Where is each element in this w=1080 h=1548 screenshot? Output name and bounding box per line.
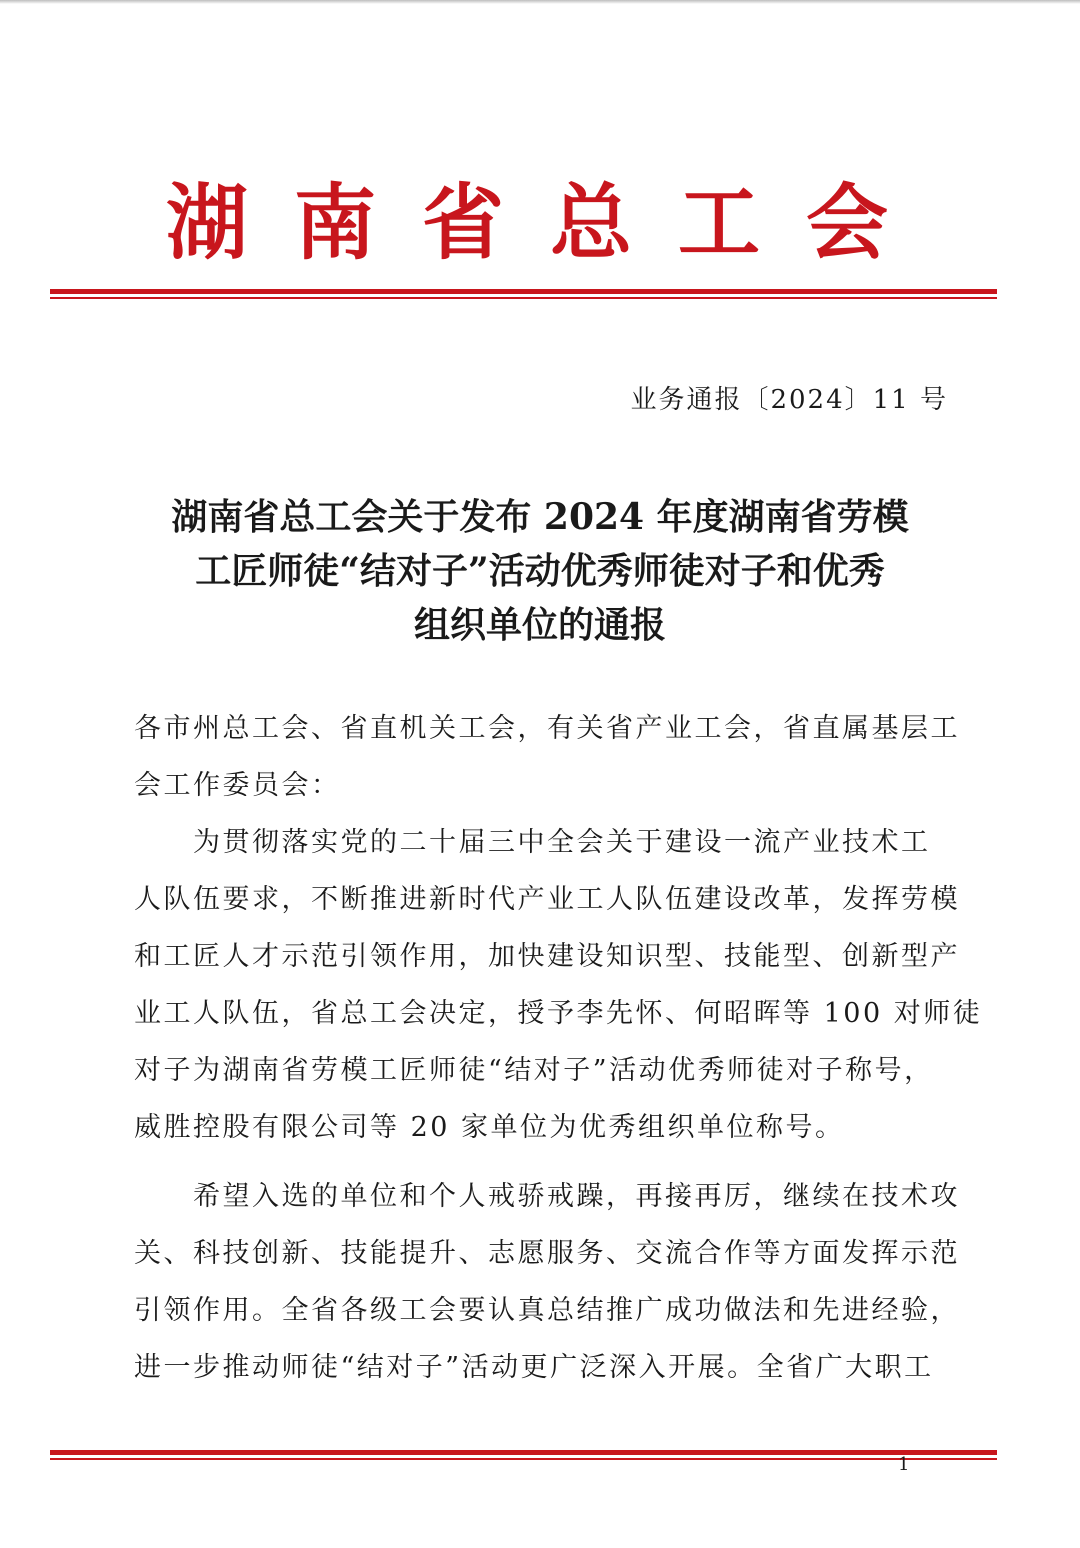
document-number: 业务通报〔2024〕11 号 (630, 385, 948, 415)
document-title (118, 490, 962, 652)
salutation-line: 会工作委员会： (134, 770, 341, 801)
title-line: 湖南省总工会关于发布 2024 年度湖南省劳模 (171, 496, 909, 538)
paragraph-line: 业工人队伍，省总工会决定，授予李先怀、何昭晖等 100 对师徒 (134, 998, 983, 1029)
top-edge-shadow (0, 0, 1080, 4)
paragraph-line: 进一步推动师徒“结对子”活动更广泛深入开展。全省广大职工 (134, 1352, 934, 1383)
paragraph-line: 为贯彻落实党的二十届三中全会关于建设一流产业技术工 (134, 827, 931, 858)
title-line: 工匠师徒“结对子”活动优秀师徒对子和优秀 (195, 550, 885, 592)
paragraph-line: 关、科技创新、技能提升、志愿服务、交流合作等方面发挥示范 (134, 1238, 960, 1269)
page-number: 1 (898, 1454, 910, 1475)
document-body (134, 700, 983, 1396)
paragraph-line: 引领作用。全省各级工会要认真总结推广成功做法和先进经验， (134, 1295, 960, 1326)
paragraph-line: 对子为湖南省劳模工匠师徒“结对子”活动优秀师徒对子称号， (134, 1055, 934, 1086)
salutation-line: 各市州总工会、省直机关工会，有关省产业工会，省直属基层工 (134, 713, 960, 744)
paragraph-line: 和工匠人才示范引领作用，加快建设知识型、技能型、创新型产 (134, 941, 960, 972)
title-line: 组织单位的通报 (413, 604, 666, 646)
paragraph-line: 威胜控股有限公司等 20 家单位为优秀组织单位称号。 (134, 1112, 845, 1143)
paragraph-line: 希望入选的单位和个人戒骄戒躁，再接再厉，继续在技术攻 (134, 1181, 960, 1212)
paragraph-line: 人队伍要求，不断推进新时代产业工人队伍建设改革，发挥劳模 (134, 884, 960, 915)
masthead-org-name: 湖南省总工会 (165, 176, 934, 271)
